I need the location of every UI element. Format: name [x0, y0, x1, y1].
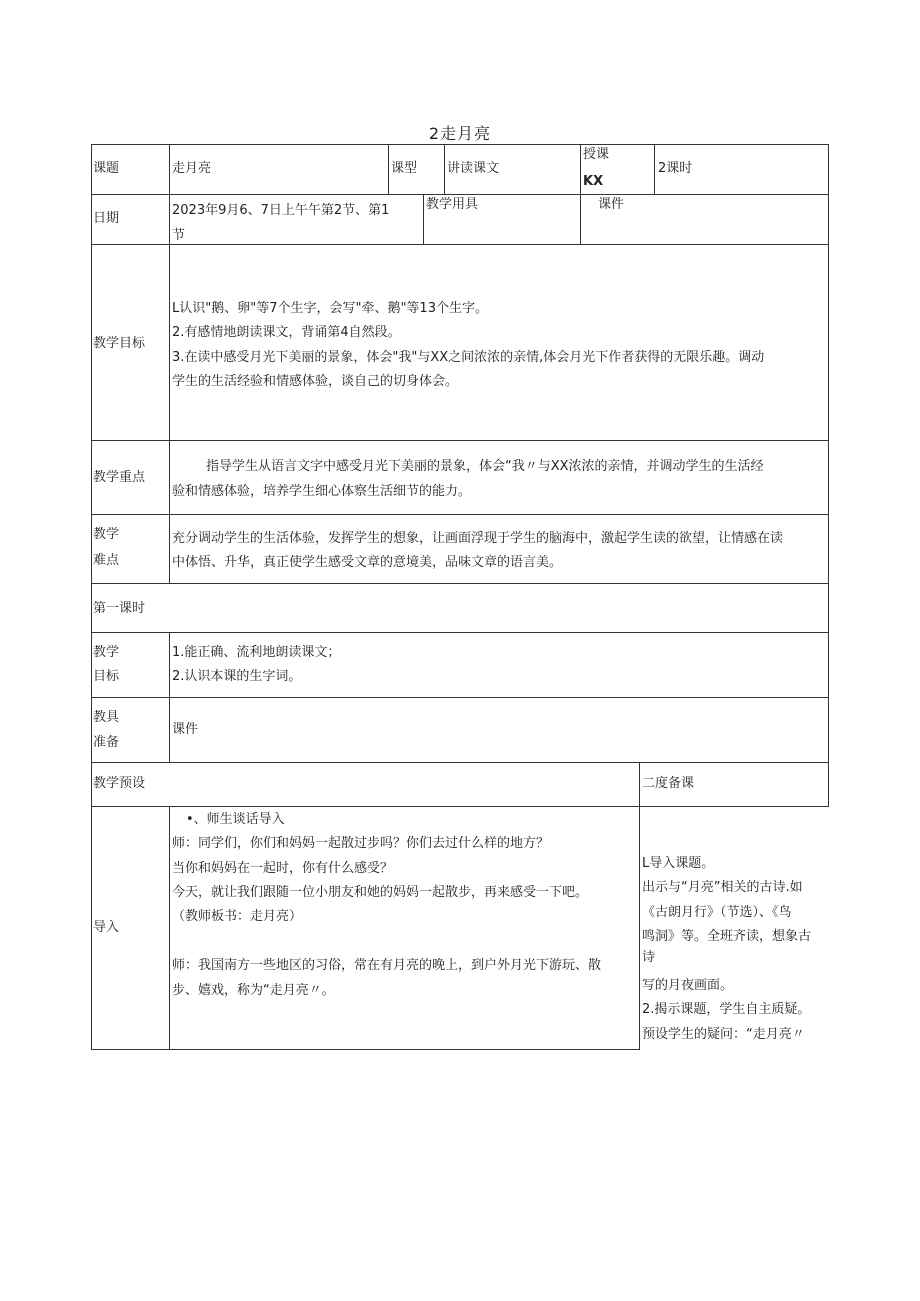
focus-line: 指导学生从语言文字中感受月光下美丽的景象，体会“我〃与XX浓浓的亲情，并调动学生的生活经: [206, 459, 764, 474]
grid-line: [639, 762, 640, 1050]
grid-line: [91, 514, 829, 515]
grid-line: [169, 632, 170, 762]
lesson-goals-line: 2.认识本课的生字词。: [172, 669, 302, 684]
hours-label: 授课: [583, 147, 610, 162]
grid-line: [91, 632, 829, 633]
grid-line: [580, 144, 581, 244]
focus-line: 验和情感体验，培养学生细心体察生活细节的能力。: [172, 484, 472, 499]
tools-value: 课件: [598, 197, 625, 212]
hours-value: 2课时: [658, 161, 693, 176]
goals-line: L认识"鹅、卵"等7个生字，会写"牵、鹅"等13个生字。: [172, 301, 488, 316]
second-prep-line: L导入课题。: [642, 856, 715, 871]
grid-line: [91, 144, 92, 1050]
goals-label: 教学目标: [93, 336, 146, 351]
grid-line: [388, 144, 389, 194]
lesson-goals-label: 目标: [93, 669, 120, 684]
grid-line: [828, 144, 829, 806]
second-prep-line: 预设学生的疑问：“走月亮〃: [642, 1027, 805, 1042]
intro-line: 师：同学们，你们和妈妈一起散过步吗？你们去过什么样的地方？: [172, 836, 550, 851]
prep-label: 准备: [93, 735, 120, 750]
grid-line: [91, 806, 829, 807]
grid-line: [169, 144, 170, 583]
lesson-type-value: 讲读课文: [447, 161, 500, 176]
intro-label: 导入: [93, 920, 120, 935]
grid-line: [91, 440, 829, 441]
date-value-line2: 节: [172, 228, 186, 243]
intro-line: •、师生谈话导入: [186, 812, 285, 827]
tools-label: 教学用具: [426, 197, 479, 212]
goals-line: 学生的生活经验和情感体验，谈自己的切身体会。: [172, 374, 459, 389]
second-prep-label: 二度备课: [642, 776, 695, 791]
lesson1-label: 第一课时: [93, 601, 146, 616]
page-title: 2走月亮: [428, 124, 492, 143]
focus-label: 教学重点: [93, 470, 146, 485]
date-label: 日期: [93, 211, 120, 226]
grid-line: [91, 583, 829, 584]
intro-line: 步、嬉戏，称为“走月亮〃。: [172, 983, 335, 998]
goals-line: 3.在读中感受月光下美丽的景象，体会"我"与XX之间浓浓的亲情,体会月光下作者获得的无限乐趣。调动: [172, 350, 765, 365]
intro-line: （教师板书：走月亮）: [172, 909, 303, 924]
second-prep-line: 2.揭示课题，学生自主质疑。: [642, 1002, 811, 1017]
plan-label: 教学预设: [93, 776, 146, 791]
date-value-line1: 2023年9月6、7日上午午第2节、第1: [172, 203, 390, 218]
prep-label: 教具: [93, 710, 120, 725]
topic-value: 走月亮: [172, 161, 212, 176]
hours-label-2: KX: [583, 174, 604, 189]
prep-value: 课件: [172, 722, 199, 737]
grid-line: [169, 806, 170, 1050]
grid-line: [91, 1049, 639, 1050]
grid-line: [91, 697, 829, 698]
lesson-goals-label: 教学: [93, 645, 120, 660]
difficulty-line: 中体悟、升华，真正使学生感受文章的意境美，品味文章的语言美。: [172, 555, 563, 570]
lesson-type-label: 课型: [391, 161, 418, 176]
grid-line: [91, 144, 829, 145]
second-prep-line: 出示与“月亮”相关的古诗.如: [642, 880, 803, 895]
topic-label: 课题: [93, 161, 120, 176]
second-prep-line: 《古朗月行》（节选）、《鸟: [642, 905, 792, 920]
second-prep-line: 写的月夜画面。: [642, 978, 734, 993]
intro-line: 当你和妈妈在一起时，你有什么感受？: [172, 861, 394, 876]
second-prep-line: 诗: [642, 950, 656, 965]
intro-line: 今天，就让我们跟随一位小朋友和她的妈妈一起散步，再来感受一下吧。: [172, 885, 589, 900]
grid-line: [423, 194, 424, 244]
second-prep-line: 鸣洞》等。全班齐读，想象古: [642, 929, 812, 944]
grid-line: [91, 762, 829, 763]
grid-line: [444, 144, 445, 194]
difficulty-label: 难点: [93, 553, 120, 568]
grid-line: [654, 144, 655, 194]
intro-line: 师：我国南方一些地区的习俗，常在有月亮的晚上，到户外月光下游玩、散: [172, 958, 602, 973]
difficulty-line: 充分调动学生的生活体验，发挥学生的想象，让画面浮现于学生的脑海中，激起学生读的欲望，让情感在读: [172, 531, 784, 546]
difficulty-label: 教学: [93, 527, 120, 542]
goals-line: 2.有感情地朗读课文，背诵第4自然段。: [172, 325, 401, 340]
grid-line: [91, 244, 829, 245]
lesson-goals-line: 1.能正确、流利地朗读课文；: [172, 645, 341, 660]
